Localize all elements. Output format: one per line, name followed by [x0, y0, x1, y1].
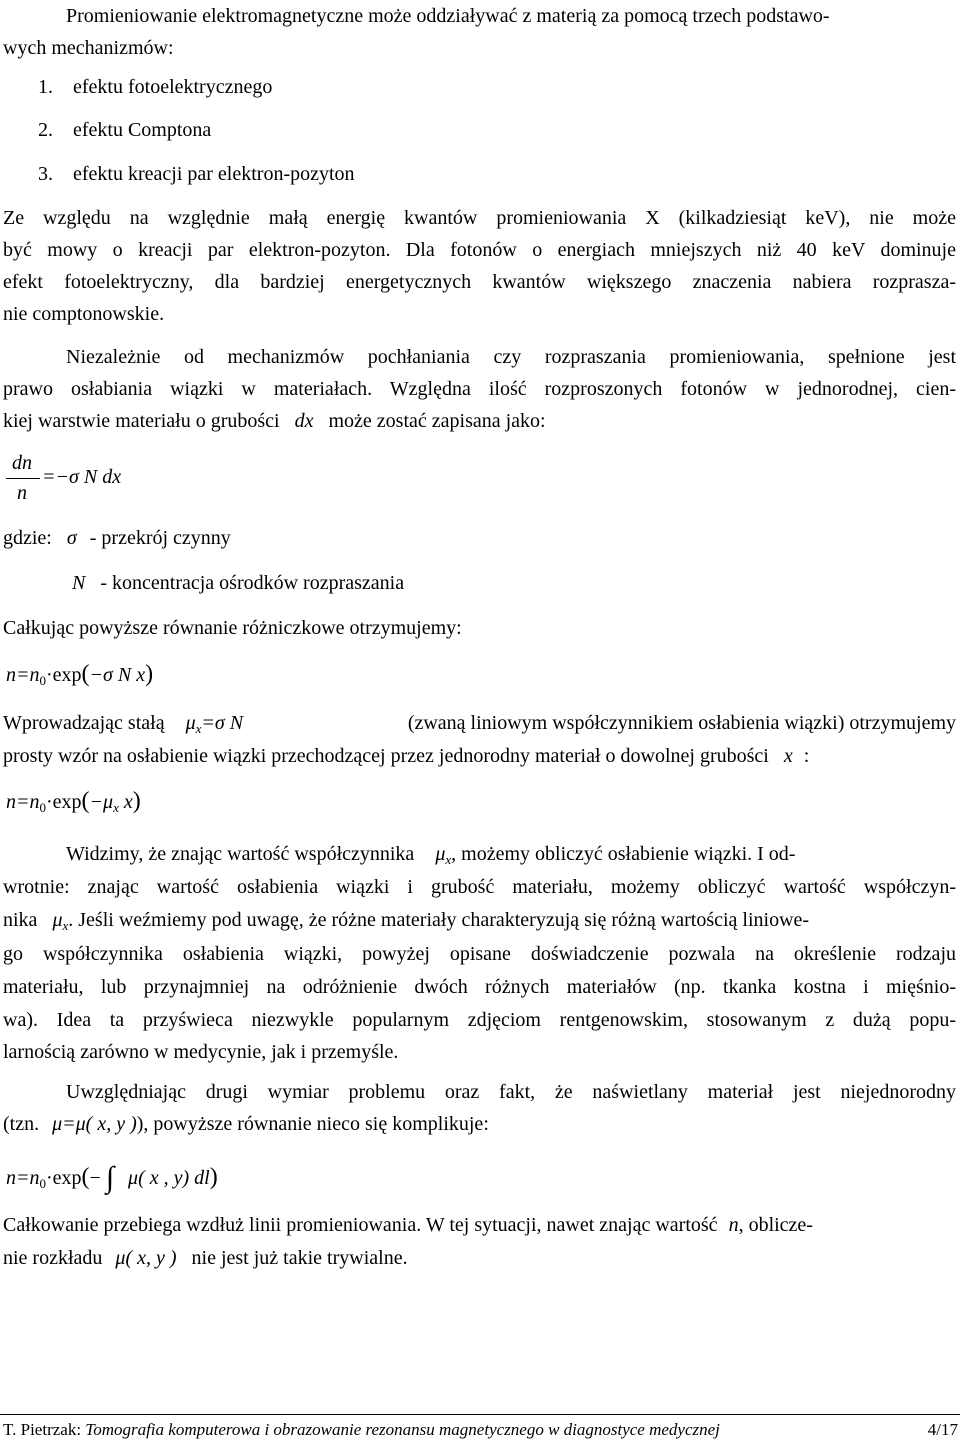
text: , możemy obliczyć osłabienie wiązki. I od- [451, 843, 796, 865]
text: , oblicze- [738, 1214, 813, 1236]
page-footer [3, 1420, 958, 1440]
equation-integral: $n=n_0\cdot\exp(-$ ∫ μ( x , y) dl) [6, 1161, 218, 1194]
text: nie jest już takie trywialne. [191, 1247, 408, 1269]
footer-author: T. Pietrzak: [3, 1420, 86, 1439]
list-item [38, 118, 212, 142]
math-dx: dx [294, 410, 314, 432]
text: nie rozkładu [3, 1247, 103, 1269]
para4-line-6: wa). Idea ta przyświeca niezwykle popularnym zdjęciom rentgenowskim, stosowanym z dużą popu- [3, 1009, 956, 1031]
text: Całkowanie przebiega wzdłuż linii promieniowania. W tej sytuacji, nawet znając wartość [3, 1214, 718, 1236]
equation-rhs: =−σ N dx [42, 466, 122, 488]
fraction-denominator: n [17, 482, 27, 504]
eq-x: x [118, 791, 133, 813]
equation-exponential: $n=n_0\cdot\exp(-\sigma$ N x) [6, 661, 154, 688]
eq-subscript: 0 [39, 1176, 46, 1191]
eq-inner: −σ N x [89, 664, 146, 686]
sigma-symbol: σ [66, 527, 77, 549]
footer-divider [0, 1414, 960, 1415]
para5-line-2 [3, 1112, 489, 1136]
n-symbol: N [72, 572, 86, 594]
para4-line-2: wrotnie: znając wartość osłabienia wiązki i grubość materiału, możemy obliczyć wartość współczyn- [3, 876, 956, 898]
text: nika [3, 909, 38, 931]
para6-line-1 [3, 1213, 956, 1237]
para5-line-1: Uwzględniając drugi wymiar problemu oraz fakt, że naświetlany materiał jest niejednorodny [66, 1081, 956, 1103]
eq-inner: μ( x , y) dl [128, 1167, 210, 1189]
list-number: 1. [38, 76, 53, 98]
n-description: - koncentracja ośrodków rozpraszania [100, 572, 405, 594]
eq-lhs: n=n [6, 1167, 40, 1189]
math-x: x [783, 745, 793, 767]
mu-of-xy: μ( x, y ) [115, 1247, 177, 1269]
eq-lhs: n=n [6, 791, 40, 813]
para4-line-4: go współczynnika osłabienia wiązki, powyżej opisane doświadczenie pozwala na określenie rodzaju [3, 943, 956, 965]
where-sigma [3, 526, 231, 550]
para4-line-3 [3, 908, 956, 938]
text: . Jeśli weźmiemy pod uwagę, że różne materiały charakteryzują się różną wartością liniowe- [68, 909, 810, 931]
mu-of-xy: μ=μ( x, y ) [52, 1113, 137, 1135]
para3-line-1 [3, 711, 956, 741]
page-number: 4/17 [927, 1420, 958, 1439]
mu-x: $\mu_x$ [435, 843, 452, 867]
text: ), powyższe równanie nieco się komplikuje: [136, 1113, 489, 1135]
mu-definition: $\mu_x=\sigma$ N [185, 712, 244, 736]
intro-line-2: wych mechanizmów: [3, 37, 174, 59]
eq-exp: ·exp [46, 1167, 82, 1189]
mu-x: $\mu_x$ [52, 909, 69, 933]
footer-title: Tomografia komputerowa i obrazowanie rezonansu magnetycznego w diagnostyce medycznej [85, 1420, 720, 1439]
math-n: n [728, 1214, 739, 1236]
text: może zostać zapisana jako: [328, 410, 546, 432]
list-number: 2. [38, 119, 53, 141]
eq-subscript: 0 [39, 800, 46, 815]
para6-line-2 [3, 1246, 408, 1270]
where-n [72, 571, 404, 595]
list-item [38, 162, 355, 186]
eq-mu: −μ [89, 791, 114, 813]
equation-mu-exponential: $n=n_0\cdot\exp(-\mu_x$ x) [6, 788, 141, 815]
para2-line-1: Niezależnie od mechanizmów pochłaniania czy rozpraszania promieniowania, spełnione jest [66, 346, 956, 368]
intro-line-1: Promieniowanie elektromagnetyczne może oddziaływać z materią za pomocą trzech podstawo- [66, 5, 830, 27]
eq-subscript: 0 [39, 673, 46, 688]
integrating-text: Całkując powyższe równanie różniczkowe otrzymujemy: [3, 617, 462, 639]
para1-line: Ze względu na względnie małą energię kwantów promieniowania X (kilkadziesiąt keV), nie może [3, 207, 956, 229]
fraction-numerator: dn [12, 452, 32, 474]
para4-line-7: larnością zarówno w medycynie, jak i przemyśle. [3, 1041, 399, 1063]
text: Wprowadzając stałą [3, 712, 165, 734]
text: (tzn. [3, 1113, 40, 1135]
para4-line-5: materiału, lub przynajmniej na odróżnienie dwóch różnych materiałów (np. tkanka kostna i mięśnio- [3, 976, 956, 998]
text: kiej warstwie materiału o grubości [3, 410, 280, 432]
list-item [38, 75, 273, 99]
text: prosty wzór na osłabienie wiązki przechodzącej przez jednorodny materiał o dowolnej grubości [3, 745, 769, 767]
para4-line-1 [66, 842, 956, 872]
list-number: 3. [38, 163, 53, 185]
text: (zwaną liniowym współczynnikiem osłabienia wiązki) otrzymujemy [407, 712, 956, 734]
para2-line-3 [3, 409, 546, 433]
where-label: gdzie: [3, 527, 52, 549]
text: Widzimy, że znając wartość współczynnika [66, 843, 415, 865]
eq-mu-subscript: x [113, 800, 119, 815]
text: : [803, 745, 810, 767]
eq-exp: ·exp [46, 791, 82, 813]
para1-line: efekt fotoelektryczny, dla bardziej energetycznych kwantów większego znaczenia nabiera rozprasza- [3, 271, 956, 293]
eq-exp: ·exp [46, 664, 82, 686]
list-text: efektu Comptona [73, 119, 212, 141]
para1-line: być mowy o kreacji par elektron-pozyton. Dla fotonów o energiach mniejszych niż 40 keV dominuje [3, 239, 956, 261]
para3-line-2 [3, 744, 809, 768]
integral-sign: ∫ [105, 1161, 115, 1194]
fraction-bar [6, 478, 40, 479]
list-text: efektu fotoelektrycznego [73, 76, 273, 98]
para2-line-2: prawo osłabiania wiązki w materiałach. Względna ilość rozproszonych fotonów w jednorodnej, cien- [3, 378, 956, 400]
eq-lhs: n=n [6, 664, 40, 686]
list-text: efektu kreacji par elektron-pozyton [73, 163, 355, 185]
sigma-description: - przekrój czynny [89, 527, 231, 549]
para1-line: nie comptonowskie. [3, 303, 165, 325]
